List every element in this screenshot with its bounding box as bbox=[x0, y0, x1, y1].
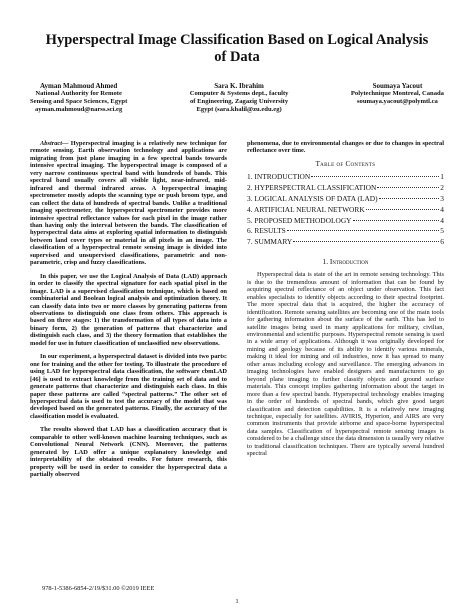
abstract-paragraph: In our experiment, a hyperspectral dataset is divided into two parts: one for training and the other for testing. To illustrate the procedure of using LAD for hyperspectral data classification, the software cbmLAD [46] is used to extract knowledge from the training set of data and to generate patterns that characterize and distinguish each class. In this paper these patterns are called “spectral patterns.” The other set of hyperspectral data is used to test the accuracy of the model that was developed based on the generated patterns. Finally, the accuracy of the classification model is evaluated. bbox=[30, 353, 227, 420]
abstract-label: Abstract bbox=[40, 140, 63, 147]
author-email: Egypt (sara.khalil@zu.edu.eg) bbox=[196, 106, 282, 113]
toc-item[interactable]: 7. SUMMARY 6 bbox=[247, 237, 444, 247]
right-column bbox=[247, 140, 444, 464]
abstract-text: — Hyperspectral imaging is a relatively new technique for remote sensing. Earth observation technology and applications are migrating from just plane imaging in a few spectral bands towards intensive spectral imaging. The hyperspectral image is composed of a very narrow continuous spectral band with hundreds of bands. This spectral band usually covers all visible light, near-infrared, mid-infrared and thermal infrared areas. A hyperspectral imaging spectrometer mostly adopts the scanning type or push broom type, and can collect the data of hundreds of spectral bands. Unlike a traditional imaging spectrometer, the hyperspectral spectrometer provides more intensive spectral reflectance values for each pixel in the image rather than having only the interval between the bands. The classification of hyperspectral data aims at exploring spatial information to distinguish between land cover types or material in all pixels in an image. The classification of a hyperspectral remote sensing image is divided into supervised and unsupervised classifications, parametric and non-parametric, crisp and fuzzy classifications. bbox=[30, 140, 227, 267]
author-affiliation: Computer & Systems dept., faculty bbox=[189, 90, 289, 97]
author-affiliation: of Engineering, Zagazig University bbox=[189, 98, 289, 105]
toc-item[interactable]: 2. HYPERSPECTRAL CLASSIFICATION 2 bbox=[247, 183, 444, 193]
author-email: soumaya.yacout@polymtl.ca bbox=[356, 98, 438, 105]
toc-item[interactable]: 3. LOGICAL ANALYSIS OF DATA (LAD) 3 bbox=[247, 193, 444, 203]
paper-title: Hyperspectral Image Classification Based on Logical Analysis of Data bbox=[45, 32, 429, 65]
author-1 bbox=[30, 82, 127, 114]
toc-item[interactable]: 1. INTRODUCTION 1 bbox=[247, 172, 444, 182]
toc-item[interactable]: 4. ARTIFICIAL NEURAL NETWORK 4 bbox=[247, 204, 444, 214]
author-3 bbox=[351, 82, 444, 114]
table-of-contents bbox=[247, 172, 444, 248]
author-name: Sara K. Ibrahim bbox=[214, 82, 264, 90]
author-email: ayman.mahmoud@narss.sci.eg bbox=[35, 106, 123, 113]
author-affiliation: Polytechnique Montreal, Canada bbox=[350, 90, 444, 97]
intro-paragraph: Hyperspectral data is state of the art in remote sensing technology. This is due to the tremendous amount of information that can be found by acquiring spectral reflectance of an object under observation. This fact enables specialists to identify objects according to their spectral footprint. The more spectral data that is acquired, the higher the accuracy of identification. Remote sensing satellites are becoming one of the main tools for gathering information about the surface of the earth. This has led to satellite images being used in many applications for military, civilian, environmental and scientific purposes. Hyperspectral remote sensing is used in a wide array of applications. Although it was originally developed for mining and geology because of its ability to identify various minerals, making it ideal for mining and oil industries, now it has spread to many other areas including ecology and surveillance. The emerging advances in imaging technologies have enabled designers and manufacturers to go beyond plane imaging to further classify objects and ground surface materials. This concept implies gathering information about the target in more than a few spectral bands. Hyperspectral technology enables imaging in the order of hundreds of spectral bands, which give good target classification and detection capabilities. It is a relatively new imaging technique, especially for satellites. AVIRIS, Hyperion, and AIRS are very common instruments that provide airborne and space-borne hyperspectral data samples. Classification of hyperspectral remote sensing images is considered to be a challenge since the data dimension is usually very relative to traditional classification techniques. There are typically several hundred spectral bbox=[247, 271, 444, 458]
abstract-paragraph: The results showed that LAD has a classification accuracy that is comparable to other well-known machine learning techniques, such as Convolutional Neural Network (CNN). Moreover, the patterns generated by LAD offer a unique explanatory knowledge and interpretability of the obtained results. For future research, this property will be used in order to consider the hyperspectral data a partially observed bbox=[30, 426, 227, 479]
abstract-paragraph bbox=[30, 140, 227, 267]
abstract-paragraph: In this paper, we use the Logical Analysis of Data (LAD) approach in order to classify the spectral signature for each spatial pixel in the image. LAD is a supervised classification technique, which is based on combinatorial and Boolean logical analysis and optimization theory. It can classify data into two or more classes by generating patterns from observations to distinguish one class from others. This approach is based on three stages: 1) the transformation of all types of data into a binary form, 2) the generation of patterns that characterize and distinguish each class, and 3) the theory formation that establishes the model for use in future classification of unclassified new observations. bbox=[30, 272, 227, 347]
page-number: 1 bbox=[235, 598, 239, 605]
author-block bbox=[30, 82, 444, 114]
section-heading: 1. Introduction bbox=[322, 256, 369, 266]
toc-title: Table of Contents bbox=[315, 159, 376, 168]
author-2 bbox=[190, 82, 289, 114]
author-name: Soumaya Yacout bbox=[372, 82, 423, 90]
author-affiliation: Sensing and Space Sciences, Egypt bbox=[30, 98, 128, 105]
author-affiliation: National Authority for Remote bbox=[35, 90, 122, 97]
abstract-continuation: phenomena, due to environmental changes or due to changes in spectral reflectance over time. bbox=[247, 140, 444, 155]
author-name: Ayman Mahmoud Ahmed bbox=[40, 82, 118, 90]
toc-item[interactable]: 6. RESULTS 5 bbox=[247, 226, 444, 236]
left-column bbox=[30, 140, 227, 484]
toc-item[interactable]: 5. PROPOSED METHODOLOGY 4 bbox=[247, 215, 444, 225]
copyright-line: 978-1-5386-6854-2/19/$31.00 ©2019 IEEE bbox=[42, 585, 155, 592]
